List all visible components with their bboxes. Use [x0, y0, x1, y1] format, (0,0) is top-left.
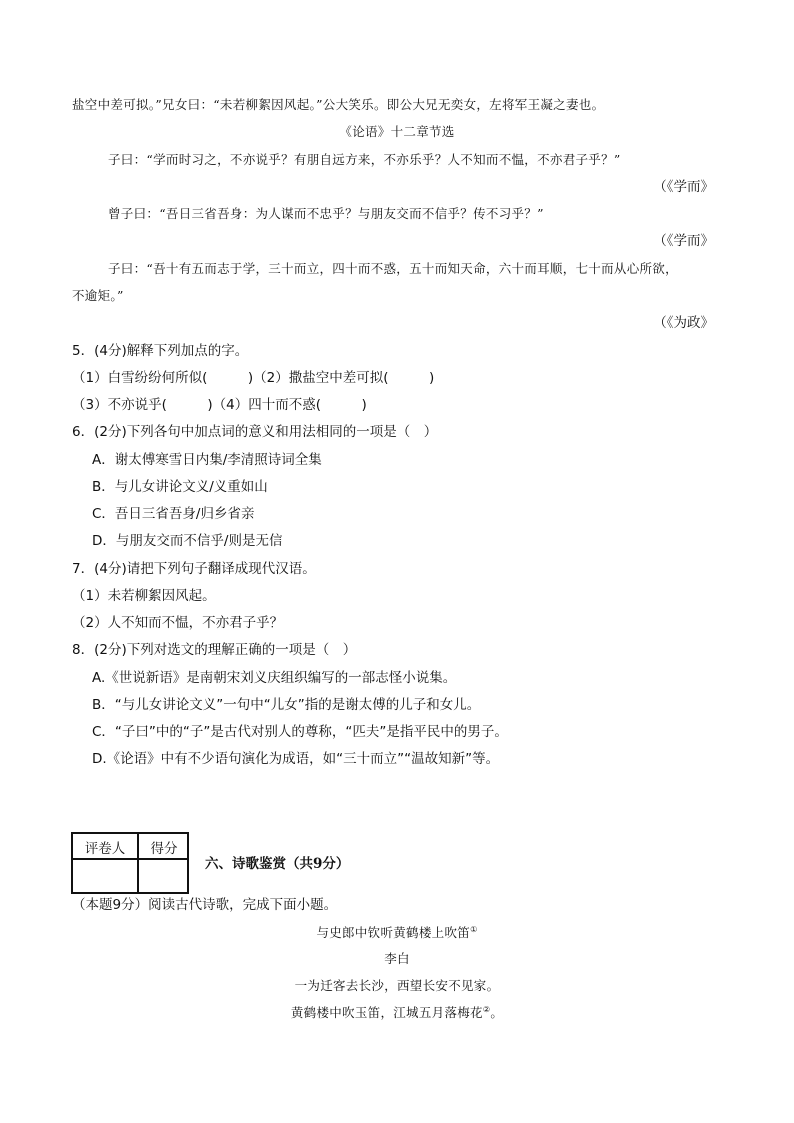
q7-stem: 7．(4分)请把下列句子翻译成现代汉语。	[72, 561, 316, 577]
lunyu-title: 《论语》十二章节选	[339, 124, 455, 139]
q8-option-a: A.《世说新语》是南朝宋刘义庆组织编写的一部志怪小说集。	[92, 670, 457, 686]
q6-option-a: A．谢太傅寒雪日内集/李清照诗词全集	[92, 452, 322, 468]
lunyu-source-1: （《学而》	[653, 179, 714, 195]
q6-option-c: C．吾日三省吾身/归乡省亲	[92, 506, 255, 522]
q5-line1: （1）白雪纷纷何所似( )（2）撒盐空中差可拟( )	[72, 370, 435, 386]
score-header: 得分	[150, 841, 178, 857]
q6-option-b: B．与儿女讲论文义/义重如山	[92, 479, 268, 495]
q5-line2: （3）不亦说乎( )（4）四十而不惑( )	[72, 397, 367, 413]
lunyu-quote-3-line2: 不逾矩。”	[72, 288, 124, 303]
q8-option-d: D.《论语》中有不少语句演化为成语，如“三十而立”“温故知新”等。	[92, 751, 500, 767]
lunyu-source-3: （《为政》	[653, 315, 714, 331]
section-6-intro: （本题9分）阅读古代诗歌，完成下面小题。	[72, 897, 338, 913]
q5-stem: 5．(4分)解释下列加点的字。	[72, 343, 249, 359]
q7-item-1: （1）未若柳絮因风起。	[72, 588, 216, 604]
q8-stem: 8．(2分)下列对选文的理解正确的一项是（ ）	[72, 642, 357, 658]
q6-stem: 6．(2分)下列各句中加点词的意义和用法相同的一项是（ ）	[72, 424, 438, 440]
q8-option-c: C．“子曰”中的“子”是古代对别人的尊称，“匹夫”是指平民中的男子。	[92, 724, 508, 740]
poem-line-1: 一为迁客去长沙，西望长安不见家。	[294, 978, 500, 993]
lunyu-source-2: （《学而》	[653, 233, 714, 249]
q7-item-2: （2）人不知而不愠，不亦君子乎？	[72, 615, 284, 631]
passage-tail: 盐空中差可拟。”兄女曰：“未若柳絮因风起。”公大笑乐。即公大兄无奕女，左将军王凝之妻也。	[72, 97, 605, 112]
section-6-title: 六、诗歌鉴赏（共9分）	[205, 856, 350, 872]
grader-header: 评卷人	[84, 841, 126, 857]
score-table	[71, 832, 189, 894]
footnote-1-marker: ①	[470, 924, 478, 934]
lunyu-quote-3-line1: 子曰：“吾十有五而志于学，三十而立，四十而不惑，五十而知天命，六十而耳顺，七十而从心所欲，	[108, 261, 678, 276]
poem-line-2: 黄鹤楼中吹玉笛，江城五月落梅花②。	[290, 1004, 504, 1020]
poem-title: 与史郎中钦听黄鹤楼上吹笛①	[316, 924, 478, 940]
q8-option-b: B．“与儿女讲论文义”一句中“儿女”指的是谢太傅的儿子和女儿。	[92, 697, 481, 713]
poem-author: 李白	[384, 951, 410, 966]
lunyu-quote-1: 子曰：“学而时习之，不亦说乎？有朋自远方来，不亦乐乎？人不知而不愠，不亦君子乎？”	[108, 152, 621, 167]
q6-option-d: D．与朋友交而不信乎/则是无信	[92, 533, 283, 549]
lunyu-quote-2: 曾子曰：“吾日三省吾身：为人谋而不忠乎？与朋友交而不信乎？传不习乎？”	[108, 206, 544, 221]
footnote-2-marker: ②	[482, 1004, 491, 1014]
